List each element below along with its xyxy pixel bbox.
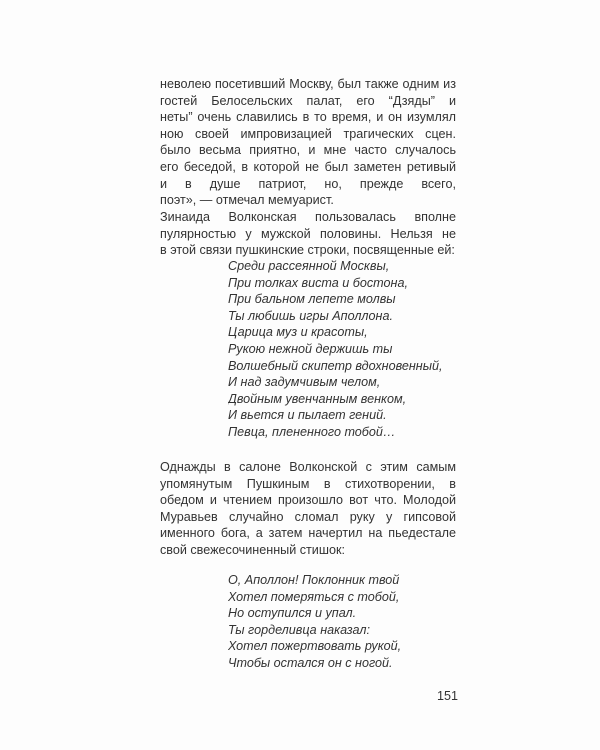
text-line: неты” очень славились в то время, и он изумлял [160, 110, 456, 125]
poem-line: Рукою нежной держишь ты [228, 341, 393, 356]
poem-line: Среди рассеянной Москвы, [228, 259, 390, 273]
text-line: Муравьев случайно сломал руку у гипсовой [160, 509, 456, 524]
poem-line: Царица муз и красоты, [228, 325, 368, 340]
text-line: свой свежесочиненный стишок: [160, 542, 345, 557]
poem-line: И над задумчивым челом, [228, 375, 381, 390]
text-line: Зинаида Волконская пользовалась вполне [160, 210, 456, 224]
text-line: в этой связи пушкинские строки, посвященные ей: [160, 243, 455, 258]
poem-line: Певца, плененного тобой… [228, 424, 396, 439]
paragraph-apollo-story [160, 459, 456, 559]
poem-line: И вьется и пылает гений. [228, 408, 387, 423]
text-line: упомянутым Пушкиным в стихотворении, в [160, 476, 456, 491]
text-line: поэт», — отмечал мемуарист. [160, 193, 334, 208]
poem-line: Чтобы остался он с ногой. [228, 655, 393, 670]
poem-line: Двойным увенчанным венком, [228, 391, 407, 406]
text-line: было весьма приятно, и мне часто случалось [160, 143, 456, 158]
text-line: обедом и чтением произошло вот что. Молодой [160, 493, 456, 508]
text-line: пулярностью у мужской половины. Нельзя не [160, 226, 456, 241]
text-line: и в душе патриот, но, прежде всего, [160, 176, 456, 191]
poem-line: Но оступился и упал. [228, 606, 357, 621]
paragraph-quote-end [160, 76, 456, 209]
text-line: неволею посетивший Москву, был также одним из [160, 77, 456, 91]
poem-line: Волшебный скипетр вдохновенный, [228, 358, 443, 373]
poem-line: При толках виста и бостона, [228, 275, 408, 290]
poem-line: Ты горделивца наказал: [228, 622, 370, 637]
poem-line: Хотел пожертвовать рукой, [228, 639, 402, 654]
text-line: Однажды в салоне Волконской с этим самым [160, 460, 456, 474]
poem-line: Хотел померяться с тобой, [228, 589, 400, 604]
text-line: гостей Белосельских палат, его “Дзяды” и [160, 93, 456, 108]
poem-line: При бальном лепете молвы [228, 292, 396, 307]
text-line: его беседой, в которой не был заметен ретивый [160, 159, 456, 174]
poem-line: Ты любишь игры Аполлона. [228, 308, 393, 323]
poem-muravyov [228, 572, 401, 672]
poem-pushkin [228, 258, 443, 441]
poem-line: О, Аполлон! Поклонник твой [228, 573, 400, 587]
text-line: ною своей импровизацией трагических сцен. [160, 126, 456, 141]
page-number: 151 [437, 689, 459, 703]
text-line: именного бога, а затем начертил на пьедестале [160, 526, 456, 541]
paragraph-volkonskaya [160, 209, 456, 259]
